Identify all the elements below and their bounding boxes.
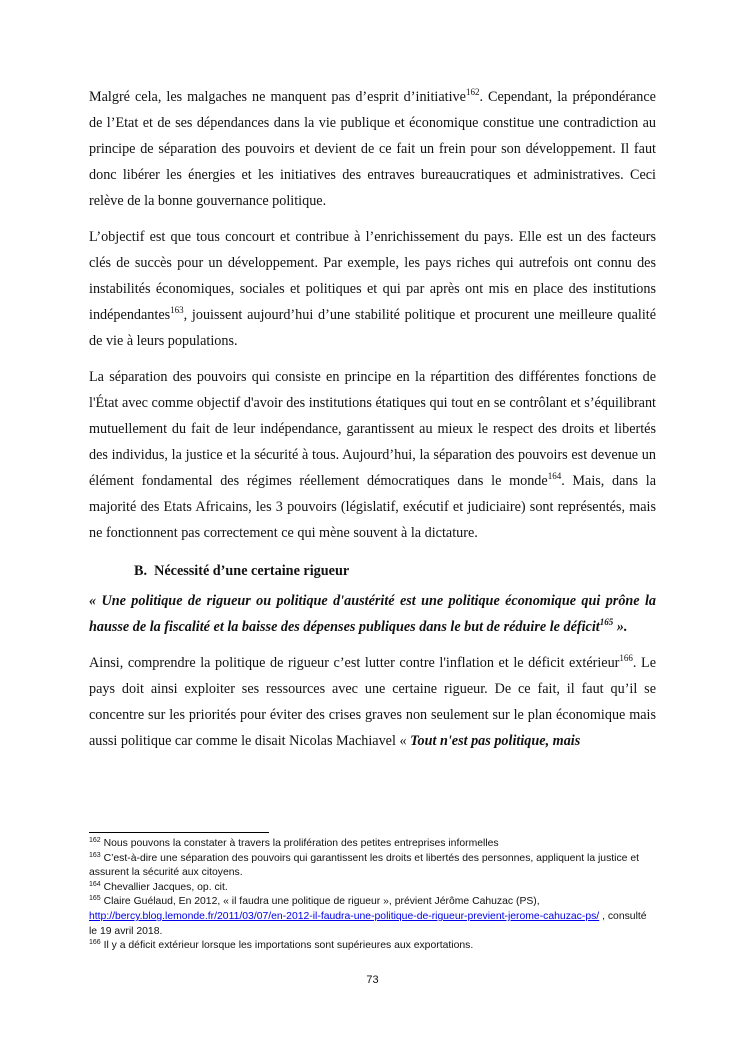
paragraph-text: . Mais, dans la majorité des Etats Africains, les 3 pouvoirs (législatif, exécutif et judiciaire) sont représentés, mais ne fonctionnent pas correctement ce qui mène souvent à la dictature. <box>89 473 656 541</box>
footnote-text: Claire Guélaud, En 2012, « il faudra une politique de rigueur », prévient Jérôme Cahuzac (PS), <box>100 896 540 908</box>
footnote-number: 166 <box>89 939 101 947</box>
footnote-ref-165[interactable]: 165 <box>599 617 614 627</box>
footnote-ref-162[interactable]: 162 <box>465 87 480 97</box>
footnote-ref-166[interactable]: 166 <box>619 653 633 663</box>
footnote-ref-164[interactable]: 164 <box>547 471 562 481</box>
footnote-number: 163 <box>89 851 101 859</box>
footnote-number: 165 <box>89 895 101 903</box>
footnote-162 <box>89 837 656 852</box>
footnote-number: 162 <box>89 837 101 844</box>
page-number: 73 <box>366 974 379 986</box>
paragraph-text: . Le pays doit ainsi exploiter ses ressources avec une certaine rigueur. De ce fait, il faut qu’il se concentre sur les priorités pour éviter des crises graves non seulement sur le plan économique mais aussi politique car comme le disait Nicolas Machiavel « <box>89 655 656 749</box>
footnote-link[interactable]: http://bercy.blog.lemonde.fr/2011/03/07/en-2012-il-faudra-une-politique-de-rigueur-previent-jerome-cahuzac-ps/ <box>89 910 600 922</box>
footnote-text: Chevallier Jacques, op. cit. <box>100 881 228 893</box>
paragraph-text: , jouissent aujourd’hui d’une stabilité politique et procurent une meilleure qualité de vie à leurs populations. <box>89 307 656 349</box>
footnote-164 <box>89 881 656 896</box>
quote-text: ». <box>613 619 628 635</box>
footnote-165 <box>89 895 656 939</box>
footnote-163 <box>89 852 656 881</box>
section-heading: B. Nécessité d’une certaine rigueur <box>134 563 350 579</box>
quote-emphasis: Tout n'est pas politique, mais <box>410 733 581 749</box>
paragraph-text: La séparation des pouvoirs qui consiste en principe en la répartition des différentes fonctions de l'État avec comme objectif d'avoir des institutions étatiques qui tout en se contrôlant et s’équilibrant mutuellement du fait de leur indépendance, garantissent au mieux le respect des droits et libertés des individus, la justice et la sécurité à tous. Aujourd’hui, la séparation des pouvoirs est devenue un élément fondamental des régimes réellement démocratiques dans le monde <box>89 369 656 489</box>
footnote-number: 164 <box>89 880 101 888</box>
footnote-separator <box>89 832 269 833</box>
footnote-ref-163[interactable]: 163 <box>170 305 184 315</box>
paragraph-text: L’objectif est que tous concourt et contribue à l’enrichissement du pays. Elle est un des facteurs clés de succès pour un développement. Par exemple, les pays riches qui autrefois ont connu des instabilités économiques, sociales et politiques et qui par après ont mis en place des institutions indépendantes <box>89 229 656 323</box>
paragraph-text: Malgré cela, les malgaches ne manquent pas d’esprit d’initiative <box>89 89 466 105</box>
quote-text: « Une politique de rigueur ou politique d'austérité est une politique économique qui prône la hausse de la fiscalité et la baisse des dépenses publiques dans le but de réduire le déficit <box>89 593 656 635</box>
paragraph-text: Ainsi, comprendre la politique de rigueur c’est lutter contre l'inflation et le déficit extérieur <box>89 655 620 671</box>
paragraph-objectif <box>89 224 656 354</box>
paragraph-separation <box>89 364 656 546</box>
footnote-text: Il y a déficit extérieur lorsque les importations sont supérieures aux exportations. <box>100 940 474 952</box>
paragraph-rigueur <box>89 650 656 754</box>
footnote-166 <box>89 939 656 954</box>
paragraph-initiative <box>89 84 656 214</box>
paragraph-text: . Cependant, la prépondérance de l’Etat et de ses dépendances dans la vie publique et économique constitue une contradiction au principe de séparation des pouvoirs et devient de ce fait un frein pour son développement. Il faut donc libérer les énergies et les initiatives des entraves bureaucratiques et administratives. Ceci relève de la bonne gouvernance politique. <box>89 89 656 209</box>
footnote-text: , consulté le 19 avril 2018. <box>89 910 647 937</box>
quote-definition <box>89 588 656 640</box>
footnote-text: Nous pouvons la constater à travers la prolifération des petites entreprises informelles <box>100 838 499 849</box>
body-text <box>89 84 656 764</box>
footnotes <box>89 832 656 954</box>
footnote-text: C’est-à-dire une séparation des pouvoirs qui garantissent les droits et libertés des personnes, appliquent la justice et assurent la sécurité aux citoyens. <box>89 852 639 879</box>
